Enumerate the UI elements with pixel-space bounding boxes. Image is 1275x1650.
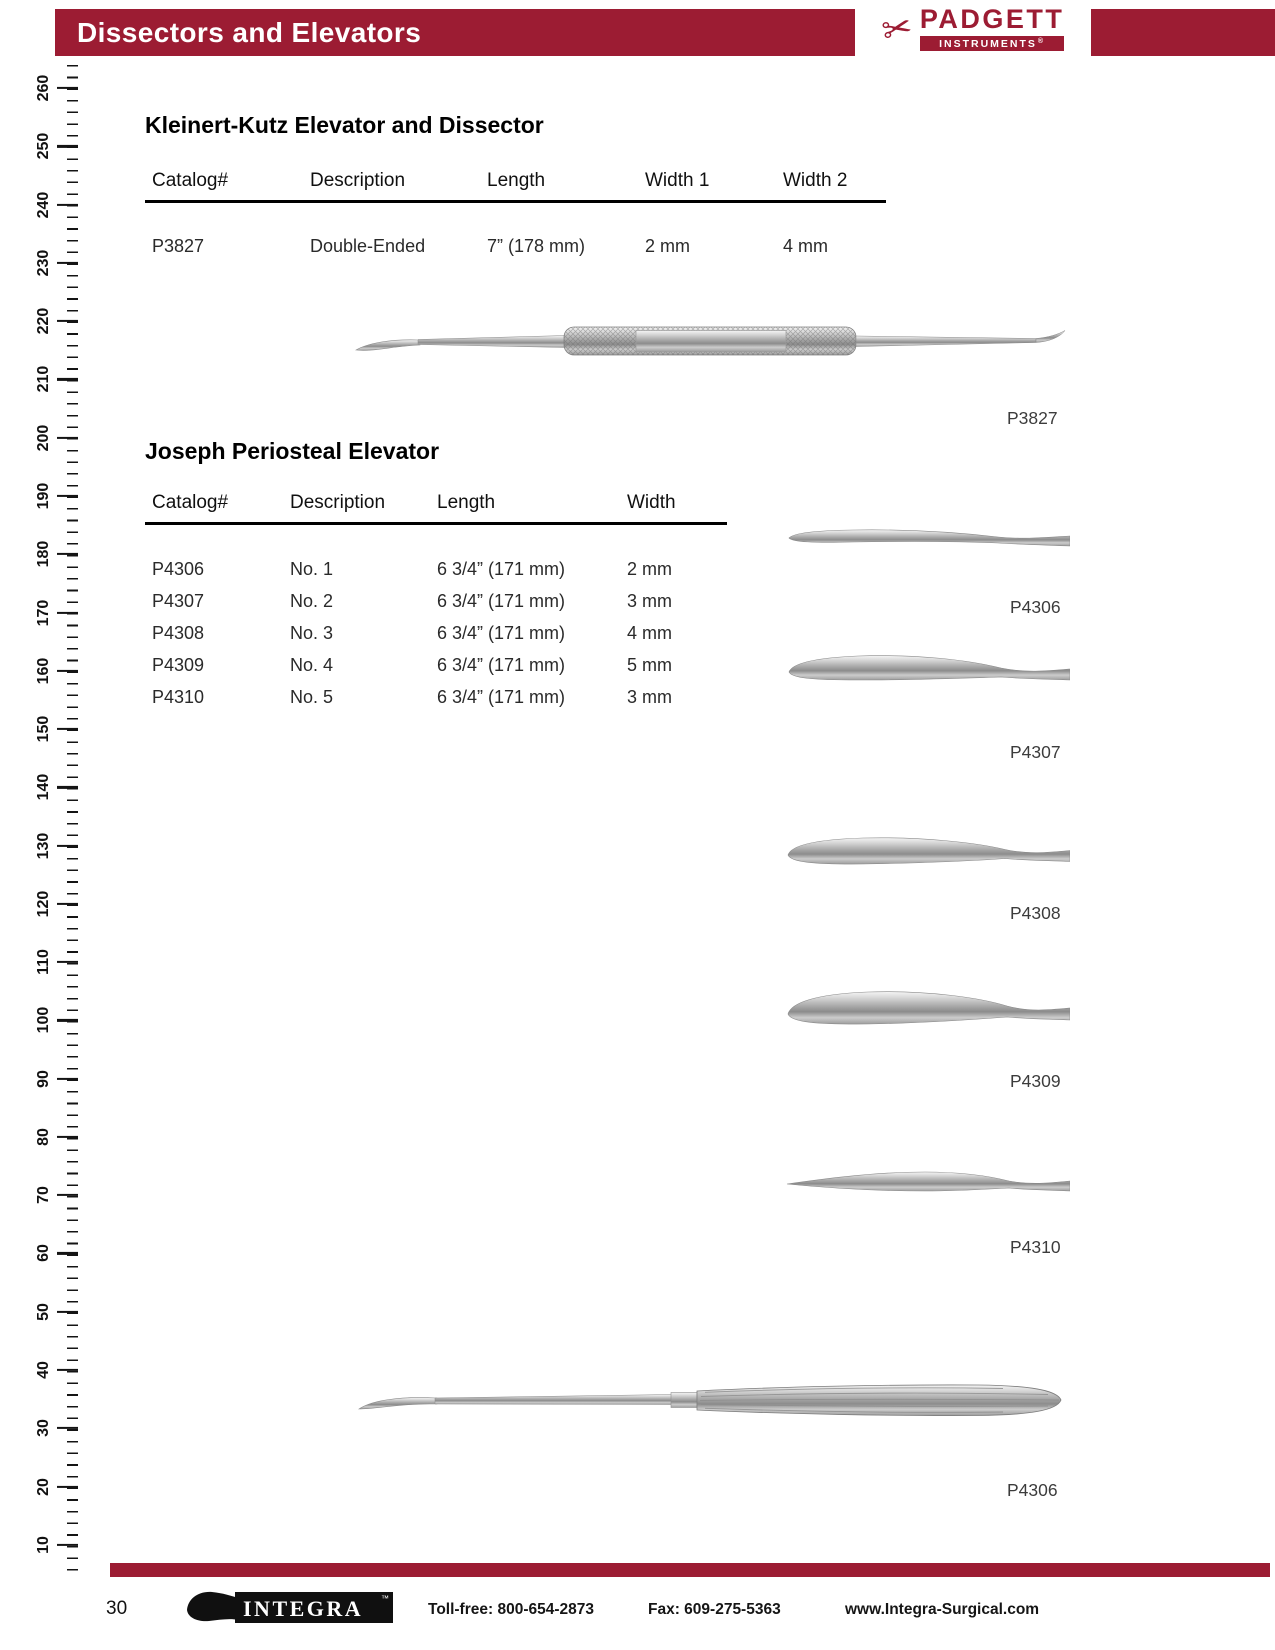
cell-description: No. 5 [290,687,334,707]
ruler-major-tick [28,525,78,583]
cell-description: No. 4 [290,655,334,675]
padgett-subbrand-text: INSTRUMENTS [939,38,1037,50]
table-row [145,617,727,649]
instrument-tip-image-p4309 [783,985,1070,1043]
cell-width-2: 4 mm [783,236,828,256]
cell-catalog-number: P4308 [152,623,205,643]
cell-catalog-number: P3827 [152,236,205,256]
ruler-major-tick [28,292,78,350]
ruler-number: 100 [35,1007,52,1034]
column-header: Width 1 [645,170,710,191]
page-title: Dissectors and Elevators [77,16,422,48]
padgett-brand-text: PADGETT [919,4,1065,34]
ruler-major-tick [28,1399,78,1457]
cell-length: 6 3/4” (171 mm) [437,623,566,643]
joseph-periosteal-table [145,492,727,713]
padgett-subbrand-strip [920,36,1065,51]
ruler-major-tick [28,933,78,991]
table-body [145,553,727,713]
cell-catalog-number: P4307 [152,591,205,611]
ruler-major-tick [28,700,78,758]
ruler-major-tick [28,117,78,175]
cell-width: 3 mm [627,591,672,611]
column-header: Width [627,492,676,513]
cell-description: No. 2 [290,591,334,611]
table-row [145,553,727,585]
cell-length: 7” (178 mm) [487,236,586,256]
column-header: Length [487,170,546,191]
ruler-major-tick [28,1108,78,1166]
cell-width-1: 2 mm [645,236,690,256]
ruler-number: 70 [35,1186,52,1205]
ruler-number: 60 [35,1244,52,1263]
ruler-number: 250 [35,133,52,160]
ruler-major-tick [28,1166,78,1224]
cell-width: 3 mm [627,687,672,707]
ruler-number: 160 [35,657,52,685]
padgett-logo [855,0,1091,57]
header-bar [55,4,1275,56]
ruler-major-tick [28,1341,78,1399]
integra-logo [183,1586,395,1630]
ruler-number: 140 [35,773,52,801]
footer-accent-bar [110,1563,1270,1577]
figure-label-p3827: P3827 [1007,408,1058,428]
ruler-number: 210 [35,366,52,393]
ruler-major-tick [28,1283,78,1341]
ruler-number: 180 [35,540,52,568]
integra-flag-icon [187,1592,239,1621]
ruler-number: 200 [35,424,52,452]
padgett-logo-text [920,6,1065,51]
section-title-kleinert-kutz: Kleinert-Kutz Elevator and Dissector [145,112,544,138]
ruler-major-tick [28,234,78,292]
table-header-row [145,170,886,203]
integra-brand-text: INTEGRA [243,1596,364,1621]
ruler-number: 220 [35,307,52,335]
footer-tollfree: Toll-free: 800-654-2873 [428,1601,594,1618]
footer-website: www.Integra-Surgical.com [845,1601,1040,1618]
ruler-number: 40 [35,1361,52,1379]
table-row [145,236,886,257]
ruler-number: 110 [35,949,52,976]
ruler-major-tick [28,875,78,933]
column-header: Description [290,492,386,513]
ruler-number: 80 [35,1128,52,1146]
instrument-tip-image-p4310 [783,1160,1070,1210]
figure-label-p4306-full: P4306 [1007,1480,1058,1500]
table-header-row [145,492,727,525]
cell-length: 6 3/4” (171 mm) [437,687,566,707]
kleinert-kutz-table [145,170,886,257]
ruler-number: 30 [35,1419,52,1438]
column-header: Width 2 [783,170,848,191]
instrument-tip-image-p4307 [783,645,1070,703]
cell-width: 2 mm [627,559,672,579]
cell-width: 5 mm [627,655,672,675]
cell-length: 6 3/4” (171 mm) [437,591,566,611]
instrument-image-p4306-full [353,1365,1070,1435]
ruler-number: 240 [35,191,52,219]
table-row [145,681,727,713]
table-body [145,236,886,257]
cell-width: 4 mm [627,623,672,643]
ruler-number: 260 [35,74,52,102]
figure-label-p4310: P4310 [1010,1237,1061,1257]
ruler-major-tick [28,758,78,816]
cell-catalog-number: P4306 [152,559,205,579]
ruler-major-tick [28,409,78,467]
table-row [145,649,727,681]
cell-description: Double-Ended [310,236,426,256]
ruler-major-tick [28,1516,78,1574]
ruler-major-tick [28,991,78,1049]
figure-label-p4306: P4306 [1010,597,1061,617]
cell-length: 6 3/4” (171 mm) [437,655,566,675]
cell-length: 6 3/4” (171 mm) [437,559,566,579]
figure-label-p4308: P4308 [1010,903,1061,923]
ruler-number: 130 [35,832,52,859]
figure-label-p4309: P4309 [1010,1071,1061,1091]
cell-catalog-number: P4310 [152,687,205,707]
figure-label-p4307: P4307 [1010,742,1061,762]
scissors-icon: ✂ [877,4,916,52]
ruler-number: 170 [35,599,52,626]
ruler-number: 20 [35,1477,52,1496]
page-number: 30 [106,1598,128,1619]
ruler-major-tick [28,642,78,700]
ruler-scale [28,59,78,1574]
ruler-major-tick [28,176,78,234]
integra-trademark: ™ [381,1594,389,1603]
registered-mark: ® [1037,38,1046,45]
ruler-major-tick [28,59,78,117]
column-header: Description [310,170,406,191]
column-header: Length [437,492,496,513]
ruler-number: 50 [35,1302,52,1321]
instrument-tip-image-p4308 [783,830,1070,880]
ruler-number: 90 [35,1069,52,1088]
ruler-major-tick [28,816,78,874]
ruler-major-tick [28,1457,78,1515]
instrument-tip-image-p4306 [783,518,1070,563]
ruler-number: 230 [35,249,52,277]
ruler-major-tick [28,467,78,525]
ruler-major-tick [28,1224,78,1282]
ruler-number: 120 [35,890,52,918]
ruler-major-tick [28,350,78,408]
ruler-number: 190 [35,482,52,510]
column-header: Catalog# [152,492,229,513]
table-row [145,585,727,617]
ruler-major-tick [28,1050,78,1108]
ruler [28,59,78,1574]
ruler-major-tick [28,583,78,641]
instrument-image-p3827 [348,314,1070,366]
ruler-number: 10 [35,1535,52,1554]
cell-catalog-number: P4309 [152,655,205,675]
section-title-joseph-periosteal: Joseph Periosteal Elevator [145,438,440,464]
cell-description: No. 3 [290,623,334,643]
cell-description: No. 1 [290,559,334,579]
ruler-number: 150 [35,715,52,743]
footer-fax: Fax: 609-275-5363 [648,1601,781,1618]
column-header: Catalog# [152,170,229,191]
